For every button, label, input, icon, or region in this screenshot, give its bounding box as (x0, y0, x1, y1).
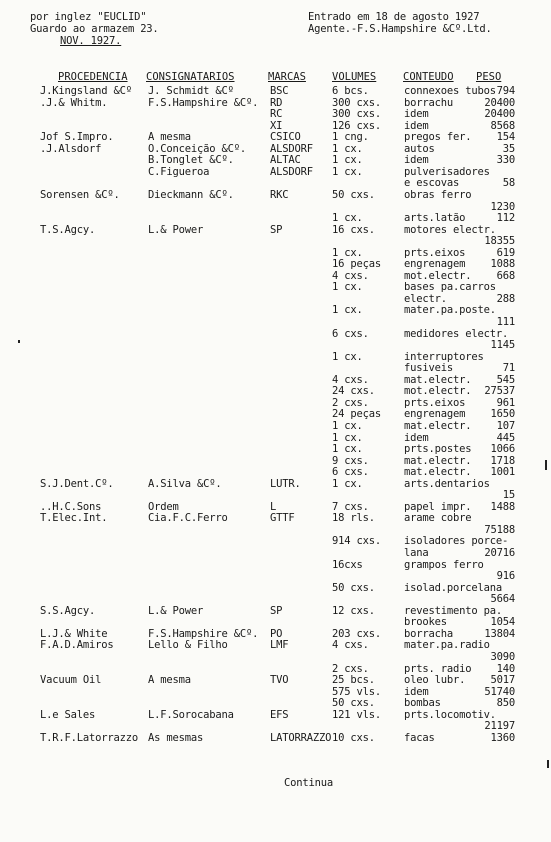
cell-conteudo: bases pa.carros (404, 281, 496, 294)
cell-conteudo: interruptores (404, 350, 484, 363)
cell-conteudo: oleo lubr. (404, 674, 466, 687)
cell-peso: 1488 (490, 500, 515, 513)
cell-volumes: 1 cx. (332, 419, 363, 432)
cell-marca: CSICO (270, 131, 301, 144)
cell-marca: L (270, 500, 277, 513)
cell-consignatario: J. Schmidt &Cº (148, 85, 234, 97)
cell-peso: 51740 (484, 685, 515, 698)
cell-conteudo: mat.electr. (404, 373, 472, 386)
cell-consignatario: F.S.Hampshire &Cº. (148, 96, 259, 109)
cell-conteudo: borrachu (404, 96, 453, 109)
cell-peso: 1230 (490, 200, 515, 213)
cell-conteudo: idem (404, 108, 429, 121)
cell-volumes: 1 cx. (332, 246, 363, 259)
cell-conteudo: prts.locomotiv. (404, 708, 496, 721)
header-entry: Entrado em 18 de agosto 1927 (308, 11, 480, 23)
cell-peso: 288 (496, 292, 515, 305)
cell-conteudo: idem (404, 685, 429, 698)
cell-volumes: 1 cx. (332, 281, 363, 294)
cell-volumes: 12 cxs. (332, 604, 375, 617)
cell-procedencia: Sorensen &Cº. (40, 188, 120, 201)
cell-conteudo: arame cobre (404, 512, 472, 525)
margin-mark (545, 460, 547, 470)
cell-volumes: 575 vls. (332, 685, 381, 698)
cell-volumes: 18 rls. (332, 512, 375, 525)
cell-peso: 20716 (484, 547, 515, 559)
cell-peso: 5017 (490, 674, 515, 687)
cell-peso: 668 (496, 269, 515, 282)
cell-volumes: 2 cxs. (332, 662, 369, 675)
cell-volumes: 300 cxs. (332, 96, 381, 109)
cell-peso: 112 (496, 212, 515, 225)
cell-marca: RC (270, 108, 283, 121)
cell-marca: RKC (270, 188, 289, 201)
cell-peso: 916 (496, 570, 515, 583)
cell-procedencia: .J.Alsdorf (40, 142, 102, 155)
cell-volumes: 24 cxs. (332, 385, 375, 398)
cell-volumes: 1 cx. (332, 350, 363, 363)
cell-marca: LMF (270, 639, 289, 652)
cell-volumes: 16 peças (332, 258, 381, 271)
cell-marca: BSC (270, 85, 289, 97)
cell-conteudo: prts.eixos (404, 396, 466, 409)
header-agent: Agente.-F.S.Hampshire &Cº.Ltd. (308, 23, 492, 35)
cell-marca: SP (270, 223, 283, 236)
cell-conteudo: borracha (404, 627, 453, 640)
cell-conteudo: mater.pa.radio (404, 639, 490, 652)
margin-mark (18, 340, 20, 343)
cell-peso: 58 (502, 177, 515, 190)
cell-peso: 445 (496, 431, 515, 444)
cell-peso: 1718 (490, 454, 515, 467)
cell-procedencia: .J.& Whitm. (40, 96, 108, 109)
cell-marca: EFS (270, 708, 289, 721)
cell-conteudo: e escovas (404, 177, 460, 190)
cell-peso: 111 (496, 316, 515, 328)
cell-conteudo: motores electr. (404, 223, 496, 236)
header-warehouse: Guardo ao armazem 23. (30, 23, 159, 35)
cell-volumes: 1 cx. (332, 477, 363, 490)
cell-consignatario: Ordem (148, 500, 179, 513)
cell-marca: PO (270, 627, 283, 640)
cell-volumes: 4 cxs. (332, 373, 369, 386)
cell-procedencia: F.A.D.Amiros (40, 639, 114, 652)
cell-peso: 961 (496, 396, 515, 409)
cell-procedencia: J.Kingsland &Cº (40, 85, 132, 97)
cell-marca: XI (270, 119, 283, 132)
cell-volumes: 9 cxs. (332, 454, 369, 467)
cell-marca: ALSDORF (270, 142, 313, 155)
cell-consignatario: Lello & Filho (148, 639, 228, 652)
cell-consignatario: B.Tonglet &Cº. (148, 154, 234, 167)
cell-conteudo: prts. radio (404, 662, 472, 675)
cell-peso: 8568 (490, 119, 515, 132)
cell-conteudo: bombas (404, 697, 441, 710)
cell-marca: GTTF (270, 512, 295, 525)
cell-conteudo: prts.eixos (404, 246, 466, 259)
cell-conteudo: connexoes tubos (404, 85, 496, 97)
cell-conteudo: autos (404, 142, 435, 155)
cell-volumes: 4 cxs. (332, 269, 369, 282)
cell-consignatario: A mesma (148, 131, 191, 144)
cell-conteudo: facas (404, 731, 435, 744)
cell-marca: RD (270, 96, 283, 109)
col-header-peso: PESO (476, 71, 502, 83)
cell-peso: 27537 (484, 385, 515, 398)
col-header-procedencia: PROCEDENCIA (58, 71, 128, 83)
cell-volumes: 24 peças (332, 408, 381, 421)
cell-peso: 1001 (490, 466, 515, 479)
cell-volumes: 1 cx. (332, 212, 363, 225)
cell-consignatario: A mesma (148, 674, 191, 687)
cell-consignatario: A.Silva &Cº. (148, 477, 222, 490)
cell-volumes: 1 cng. (332, 131, 369, 144)
cell-peso: 1145 (490, 339, 515, 352)
cell-conteudo: mot.electr. (404, 385, 472, 398)
cell-conteudo: brookes (404, 616, 447, 629)
cell-peso: 545 (496, 373, 515, 386)
cell-procedencia: ..H.C.Sons (40, 500, 102, 513)
cell-volumes: 16cxs (332, 558, 363, 571)
cell-consignatario: As mesmas (148, 731, 204, 744)
cell-peso: 850 (496, 697, 515, 710)
cell-marca: ALSDORF (270, 165, 313, 178)
cell-peso: 1088 (490, 258, 515, 271)
cell-procedencia: T.Elec.Int. (40, 512, 108, 525)
cell-peso: 1066 (490, 443, 515, 456)
footer-continued: Continua (284, 777, 333, 789)
cell-procedencia: T.S.Agcy. (40, 223, 96, 236)
cell-peso: 5664 (490, 593, 515, 606)
cell-consignatario: F.S.Hampshire &Cº. (148, 627, 259, 640)
cell-marca: LATORRAZZO (270, 731, 332, 744)
cell-volumes: 50 cxs. (332, 581, 375, 594)
cell-consignatario: L.& Power (148, 604, 204, 617)
cell-volumes: 1 cx. (332, 165, 363, 178)
col-header-conteudo: CONTEUDO (403, 71, 454, 83)
cell-consignatario: L.& Power (148, 223, 204, 236)
cell-procedencia: S.S.Agcy. (40, 604, 96, 617)
header-ship: por inglez "EUCLID" (30, 11, 147, 23)
cell-conteudo: mater.pa.poste. (404, 304, 496, 317)
cell-volumes: 25 bcs. (332, 674, 375, 687)
cell-peso: 13804 (484, 627, 515, 640)
cell-conteudo: arts.latão (404, 212, 466, 225)
col-header-marcas: MARCAS (268, 71, 306, 83)
cell-volumes: 50 cxs. (332, 188, 375, 201)
cell-procedencia: T.R.F.Latorrazzo (40, 731, 138, 744)
cell-volumes: 1 cx. (332, 304, 363, 317)
cell-conteudo: revestimento pa. (404, 604, 502, 617)
cell-marca: LUTR. (270, 477, 301, 490)
cell-peso: 20400 (484, 96, 515, 109)
cell-peso: 1054 (490, 616, 515, 629)
cell-conteudo: medidores electr. (404, 327, 509, 340)
cell-peso: 75188 (484, 523, 515, 536)
cell-peso: 18355 (484, 235, 515, 248)
cell-conteudo: arts.dentarios (404, 477, 490, 490)
cell-procedencia: L.e Sales (40, 708, 96, 721)
cell-conteudo: pulverisadores (404, 165, 490, 178)
cell-conteudo: engrenagem (404, 258, 466, 271)
cell-conteudo: idem (404, 119, 429, 132)
margin-mark (547, 760, 549, 768)
cell-volumes: 6 cxs. (332, 466, 369, 479)
cell-marca: TVO (270, 674, 289, 687)
cell-peso: 107 (496, 419, 515, 432)
cell-volumes: 16 cxs. (332, 223, 375, 236)
cell-volumes: 50 cxs. (332, 697, 375, 710)
cell-procedencia: Jof S.Impro. (40, 131, 114, 144)
cell-consignatario: Dieckmann &Cº. (148, 188, 234, 201)
cell-volumes: 203 cxs. (332, 627, 381, 640)
cell-volumes: 1 cx. (332, 443, 363, 456)
header-date: NOV. 1927. (60, 35, 122, 47)
cell-procedencia: Vacuum Oil (40, 674, 102, 687)
cell-conteudo: engrenagem (404, 408, 466, 421)
cell-consignatario: O.Conceição &Cº. (148, 142, 246, 155)
cell-volumes: 6 cxs. (332, 327, 369, 340)
cell-peso: 794 (496, 85, 515, 97)
cell-volumes: 300 cxs. (332, 108, 381, 121)
cell-volumes: 10 cxs. (332, 731, 375, 744)
cell-volumes: 4 cxs. (332, 639, 369, 652)
cell-peso: 154 (496, 131, 515, 144)
cell-peso: 15 (502, 489, 515, 502)
cell-peso: 330 (496, 154, 515, 167)
cell-conteudo: electr. (404, 292, 447, 305)
cell-peso: 20400 (484, 108, 515, 121)
col-header-consignatarios: CONSIGNATARIOS (146, 71, 235, 83)
cell-volumes: 126 cxs. (332, 119, 381, 132)
cell-conteudo: pregos fer. (404, 131, 472, 144)
cell-peso: 71 (502, 362, 515, 375)
col-header-volumes: VOLUMES (332, 71, 377, 83)
cell-peso: 140 (496, 662, 515, 675)
cell-volumes: 1 cx. (332, 154, 363, 167)
cell-conteudo: mat.electr. (404, 466, 472, 479)
cell-conteudo: mat.electr. (404, 419, 472, 432)
cell-conteudo: prts.postes (404, 443, 472, 456)
cell-peso: 1650 (490, 408, 515, 421)
cell-conteudo: obras ferro (404, 188, 472, 201)
cell-conteudo: mat.electr. (404, 454, 472, 467)
cell-volumes: 7 cxs. (332, 500, 369, 513)
cell-volumes: 121 vls. (332, 708, 381, 721)
cell-conteudo: isolad.porcelana (404, 581, 502, 594)
cell-conteudo: idem (404, 431, 429, 444)
cell-volumes: 1 cx. (332, 431, 363, 444)
cell-conteudo: mot.electr. (404, 269, 472, 282)
cell-marca: ALTAC (270, 154, 301, 167)
cell-conteudo: grampos ferro (404, 558, 484, 571)
cell-conteudo: idem (404, 154, 429, 167)
cell-procedencia: S.J.Dent.Cº. (40, 477, 114, 490)
cell-conteudo: fusiveis (404, 362, 453, 375)
cell-volumes: 1 cx. (332, 142, 363, 155)
cell-marca: SP (270, 604, 283, 617)
cell-peso: 3090 (490, 650, 515, 663)
cell-conteudo: isoladores porce- (404, 535, 509, 548)
cell-peso: 1360 (490, 731, 515, 744)
cell-peso: 21197 (484, 720, 515, 733)
cell-consignatario: Cia.F.C.Ferro (148, 512, 228, 525)
cell-consignatario: C.Figueroa (148, 165, 210, 178)
cell-conteudo: lana (404, 547, 429, 559)
cell-conteudo: papel impr. (404, 500, 472, 513)
cell-volumes: 914 cxs. (332, 535, 381, 548)
cell-peso: 619 (496, 246, 515, 259)
cell-peso: 35 (502, 142, 515, 155)
cell-volumes: 6 bcs. (332, 85, 369, 97)
cell-consignatario: L.F.Sorocabana (148, 708, 234, 721)
cell-procedencia: L.J.& White (40, 627, 108, 640)
cell-volumes: 2 cxs. (332, 396, 369, 409)
